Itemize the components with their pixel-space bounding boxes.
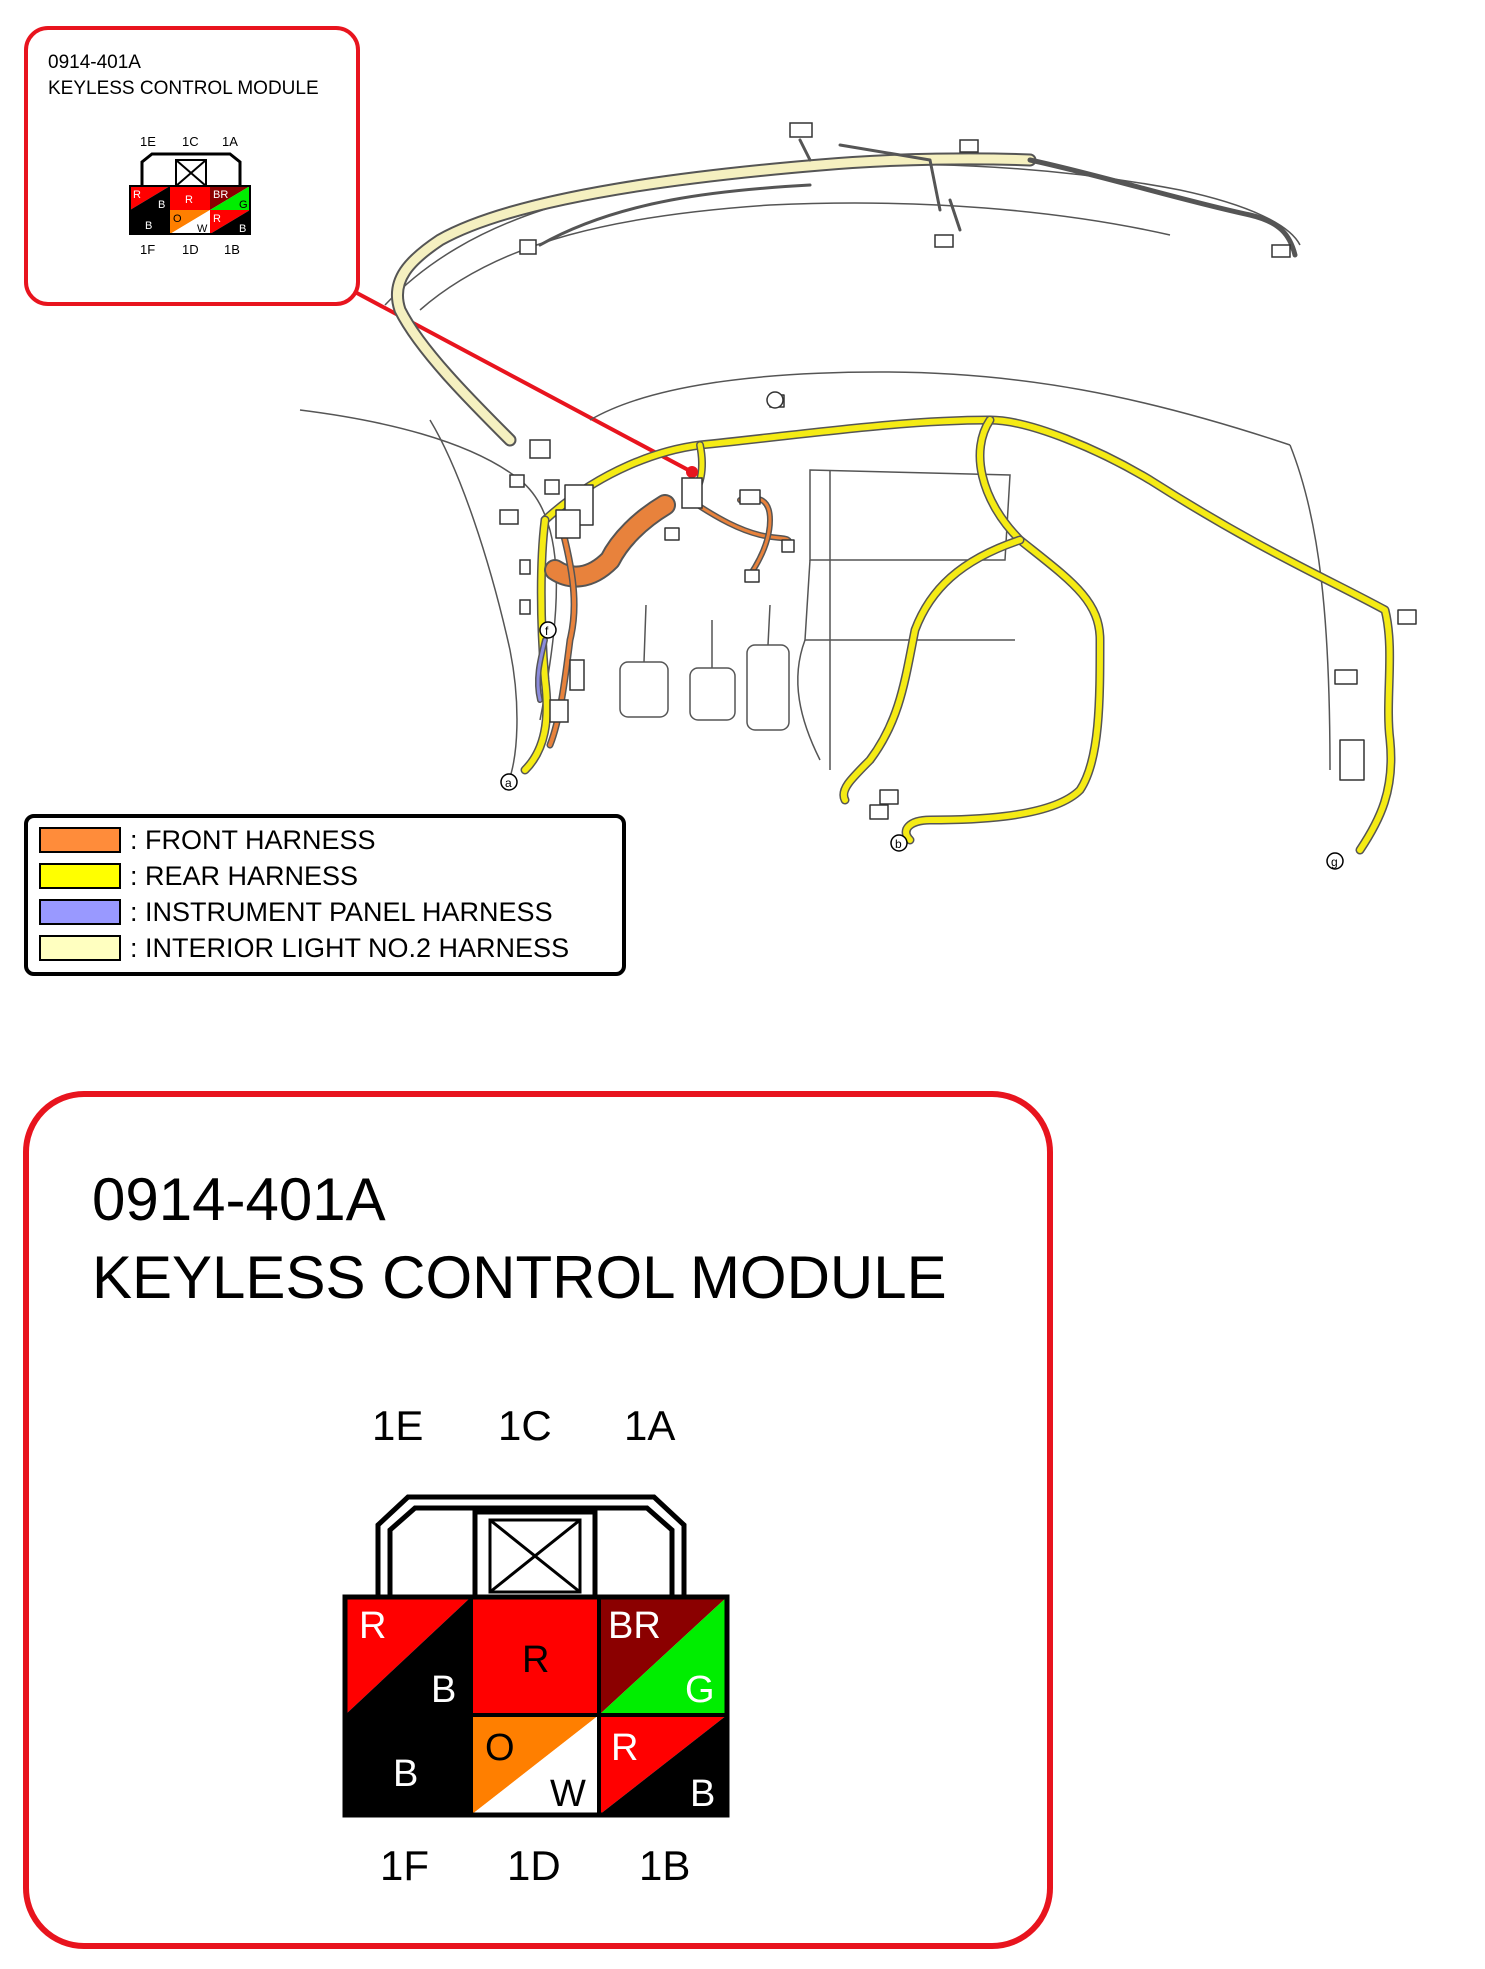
small-1E-c2: B <box>158 199 166 211</box>
cell-1A-code-2: G <box>685 1669 715 1711</box>
cell-1F-code-1: B <box>393 1753 419 1795</box>
ground-marker-g: g <box>1331 855 1338 869</box>
ground-marker-b: b <box>895 837 902 851</box>
pin-label-1D: 1D <box>507 1842 561 1889</box>
harness-legend <box>26 816 624 974</box>
small-1D-c2: W <box>197 223 208 235</box>
pin-label-1C: 1C <box>498 1402 552 1449</box>
legend-item-front <box>40 825 376 855</box>
cell-1E-code-2: B <box>431 1669 457 1711</box>
small-1B-c2: B <box>239 223 247 235</box>
legend-label-instrument-panel: : INSTRUMENT PANEL HARNESS <box>130 897 553 927</box>
ground-markers <box>501 622 1343 869</box>
interior-light-harness <box>397 123 1295 440</box>
legend-label-front: : FRONT HARNESS <box>130 825 376 855</box>
legend-item-instrument-panel <box>40 897 553 927</box>
small-pin-1B: 1B <box>224 242 240 257</box>
small-1D-c1: O <box>173 213 182 225</box>
small-pin-1A: 1A <box>222 134 238 149</box>
small-1A-c2: G <box>239 199 248 211</box>
small-module-title: KEYLESS CONTROL MODULE <box>48 78 319 99</box>
large-module-title: KEYLESS CONTROL MODULE <box>92 1244 947 1311</box>
legend-label-rear: : REAR HARNESS <box>130 861 359 891</box>
cell-1D-code-2: W <box>550 1773 586 1815</box>
cell-1C-code-1: R <box>522 1639 550 1681</box>
small-pin-1D: 1D <box>182 242 199 257</box>
small-pin-1C: 1C <box>182 134 199 149</box>
pin-label-1E: 1E <box>372 1402 424 1449</box>
pin-label-1A: 1A <box>624 1402 676 1449</box>
small-1E-c1: R <box>133 189 141 201</box>
cell-1A-code-1: BR <box>608 1605 661 1647</box>
rear-harness <box>525 395 1416 850</box>
small-pin-1E: 1E <box>140 134 156 149</box>
small-1A-c1: BR <box>213 189 229 201</box>
large-part-number: 0914-401A <box>92 1166 386 1233</box>
pin-label-1B: 1B <box>639 1842 691 1889</box>
vehicle-outline <box>300 164 1330 790</box>
cell-1B-code-1: R <box>611 1727 639 1769</box>
small-callout <box>26 28 358 304</box>
ground-marker-a: a <box>505 776 512 790</box>
legend-item-rear <box>40 861 358 891</box>
small-part-number: 0914-401A <box>48 52 141 73</box>
small-1F-c1: B <box>145 220 153 232</box>
module-location-dot <box>686 466 698 478</box>
ground-marker-f: f <box>545 624 549 638</box>
front-harness <box>550 485 794 745</box>
small-pin-1F: 1F <box>140 242 156 257</box>
small-1B-c1: R <box>213 213 221 225</box>
pin-label-1F: 1F <box>380 1842 430 1889</box>
legend-label-interior-light: : INTERIOR LIGHT NO.2 HARNESS <box>130 933 570 963</box>
cell-1E-code-1: R <box>359 1605 387 1647</box>
large-callout <box>26 1094 1050 1946</box>
small-1C-c1: R <box>185 194 193 206</box>
cell-1D-code-1: O <box>485 1727 515 1769</box>
legend-item-interior-light <box>40 933 569 963</box>
cell-1B-code-2: B <box>690 1773 716 1815</box>
